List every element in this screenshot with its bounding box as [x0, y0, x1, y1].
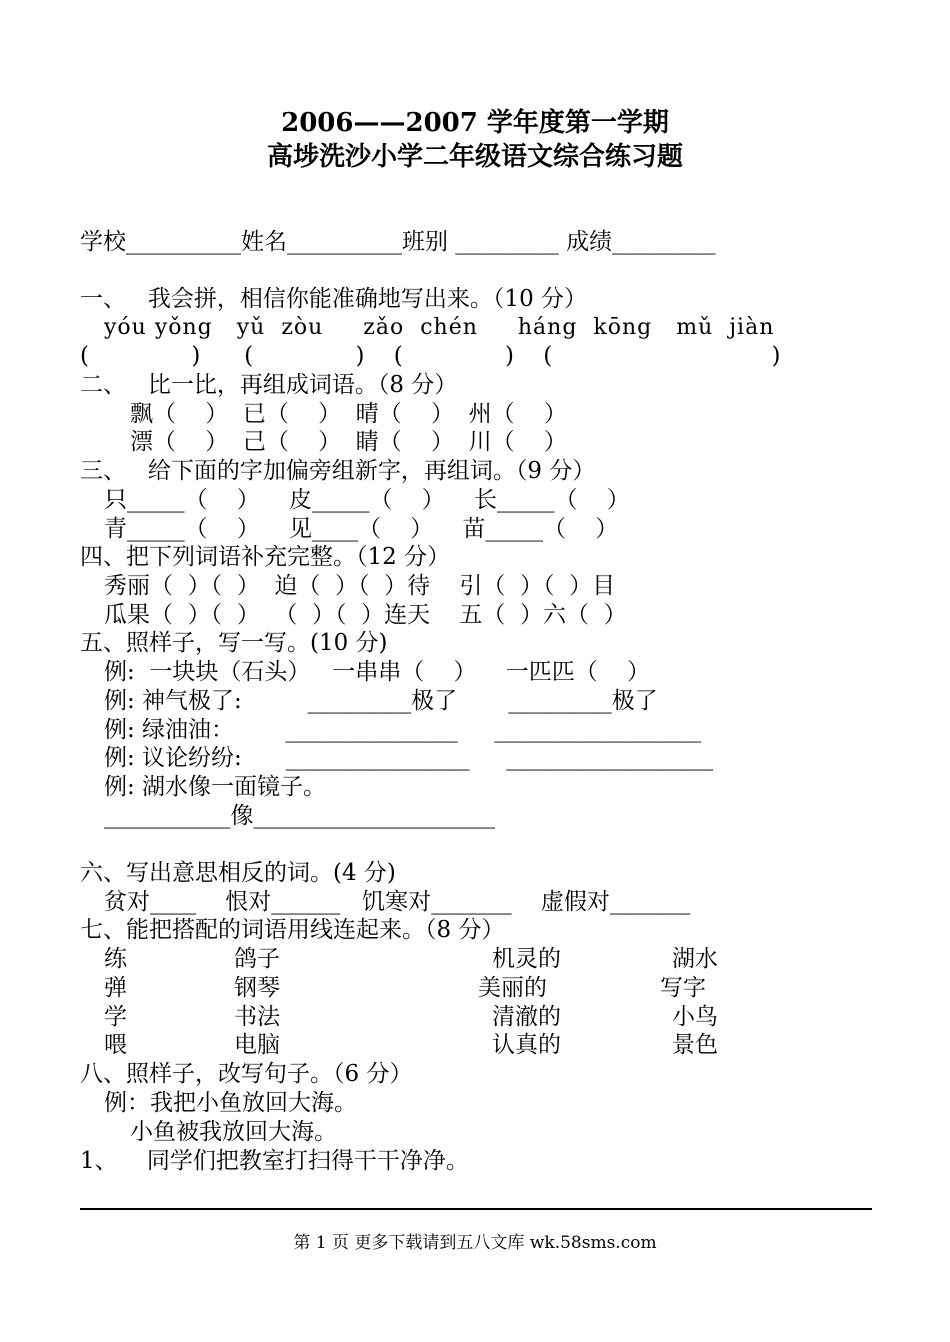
title-line-1: 2006——2007 学年度第一学期	[281, 108, 669, 138]
q7-left-noun: 电脑	[234, 1032, 280, 1058]
q7-right-adjective: 清澈的	[492, 1004, 561, 1030]
q5-heading: 五、照样子，写一写。(10 分)	[80, 630, 388, 656]
q1-brackets: ( ) ( ) ( ) ( )	[80, 343, 781, 369]
title-line-2: 高埗洗沙小学二年级语文综合练习题	[266, 142, 683, 172]
q7-left-verb: 喂	[104, 1032, 127, 1058]
q7-left-noun: 书法	[234, 1004, 280, 1030]
q7-right-noun: 湖水	[672, 946, 718, 972]
q1-pinyin: yóu yǒng yǔ zòu zǎo chén háng kōng mǔ jiàn	[104, 315, 775, 340]
q6-heading: 六、写出意思相反的词。(4 分)	[80, 860, 396, 886]
q4-row-2: 瓜果（ ）（ ） （ ）（ ）连天 五（ ）六（ ）	[104, 602, 627, 628]
q6-row: 贫对____ 恨对______ 饥寒对_______ 虚假对_______	[104, 889, 691, 915]
q7-left-verb: 弹	[104, 975, 127, 1001]
q5-example-5: 例: 湖水像一面镜子。	[104, 774, 327, 800]
q2-heading: 二、 比一比，再组成词语。（8 分）	[80, 372, 458, 398]
q7-right-adjective: 认真的	[492, 1032, 561, 1058]
q4-heading: 四、把下列词语补充完整。（12 分）	[80, 544, 451, 570]
q3-row-1: 只_____（ ） 皮_____（ ） 长_____（ ）	[104, 487, 630, 513]
q7-heading: 七、能把搭配的词语用线连起来。（8 分）	[80, 917, 505, 943]
q4-row-1: 秀丽（ ）（ ） 迫（ ）（ ）待 引（ ）（ ）目	[104, 573, 616, 599]
q5-example-4: 例: 议论纷纷: ________________ __________________	[104, 745, 714, 771]
q8-example-result: 小鱼被我放回大海。	[130, 1119, 337, 1145]
q8-heading: 八、照样子，改写句子。（6 分）	[80, 1061, 413, 1087]
q2-row-1: 飘（ ） 已（ ） 晴（ ） 州（ ）	[130, 401, 567, 427]
q7-left-verb: 学	[104, 1004, 127, 1030]
q3-row-2: 青_____（ ） 见____（ ） 苗_____（ ）	[104, 516, 619, 542]
q7-left-verb: 练	[104, 946, 127, 972]
q5-example-3: 例: 绿油油： _______________ __________________	[104, 717, 702, 743]
q7-right-noun: 写字	[660, 975, 706, 1001]
student-info-line: 学校__________姓名__________班别 _________ 成绩_________	[80, 229, 716, 255]
q5-example-1: 例: 一块块（石头） 一串串（ ） 一匹匹（ ）	[104, 659, 651, 685]
q7-left-noun: 鸽子	[234, 946, 280, 972]
q7-left-noun: 钢琴	[234, 975, 280, 1001]
q7-right-noun: 小鸟	[672, 1004, 718, 1030]
page-footer: 第 1 页 更多下载请到五八文库 wk.58sms.com	[293, 1233, 657, 1253]
q5-answer-blank: ___________像_____________________	[104, 803, 495, 829]
q3-heading: 三、 给下面的字加偏旁组新字，再组词。（9 分）	[80, 458, 596, 484]
q7-right-noun: 景色	[672, 1032, 718, 1058]
q2-row-2: 漂（ ） 己（ ） 睛（ ） 川（ ）	[130, 429, 567, 455]
q5-example-2: 例: 神气极了: _________极了 _________极了	[104, 688, 658, 714]
q8-example: 例：我把小鱼放回大海。	[104, 1090, 357, 1116]
q8-item-1: 1、 同学们把教室打扫得干干净净。	[80, 1148, 469, 1174]
footer-divider	[80, 1208, 872, 1210]
q7-right-adjective: 机灵的	[492, 946, 561, 972]
q7-right-adjective: 美丽的	[478, 975, 547, 1001]
q1-heading: 一、 我会拼，相信你能准确地写出来。（10 分）	[80, 286, 588, 312]
